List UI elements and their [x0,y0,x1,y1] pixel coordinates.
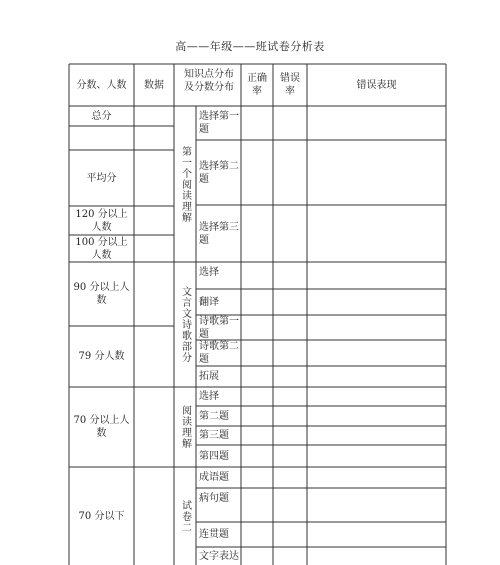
item-paper2-sentence: 病句题 [199,493,229,504]
item-classical-choice: 选择 [199,267,219,278]
section-label-reading-2: 阅读理解 [179,405,191,449]
item-reading2-q3: 第三题 [199,430,229,441]
item-reading1-q3: 选择第三题 [199,221,239,246]
section-label-classical: 文言文诗歌部分 [179,286,191,363]
item-paper2-expression: 文字表达 [199,550,239,562]
item-reading2-q4: 第四题 [199,450,229,462]
header-knowledge: 知识点分布及分数分布 [184,69,234,93]
header-error-rate: 错误率 [280,73,300,97]
row-label-above-70: 70 分以上人数 [73,415,130,439]
item-reading1-q2: 选择第二题 [199,160,239,185]
item-paper2-coherence: 连贯题 [199,529,229,540]
header-error-manifestation: 错误表现 [356,79,397,91]
header-correct-rate: 正确率 [247,73,267,97]
row-label-below-70: 70 分以下 [78,510,125,522]
row-label-above-90: 90 分以上人数 [73,282,130,306]
row-label-average: 平均分 [86,172,117,184]
row-label-count-79: 79 分人数 [78,351,125,362]
item-reading2-choice: 选择 [199,391,219,402]
section-label-paper-2: 试卷二 [179,499,191,533]
item-classical-poem2: 诗歌第二题 [199,341,239,365]
header-data: 数据 [144,79,164,91]
section-label-reading-1: 第一个阅读理解 [179,145,191,223]
item-classical-extend: 拓展 [199,371,219,382]
item-paper2-idiom: 成语题 [199,472,229,483]
page-title: 高——年级——班试卷分析表 [175,40,325,53]
item-reading2-q2: 第二题 [199,410,229,422]
item-classical-poem1: 诗歌第一题 [199,315,239,340]
item-reading1-q1: 选择第一题 [199,111,239,135]
item-classical-translate: 翻译 [199,296,219,308]
row-label-above-120: 120 分以上人数 [75,208,128,233]
row-label-above-100: 100 分以上人数 [75,236,128,261]
header-score-count: 分数、人数 [76,79,127,91]
row-label-total: 总分 [91,110,112,122]
